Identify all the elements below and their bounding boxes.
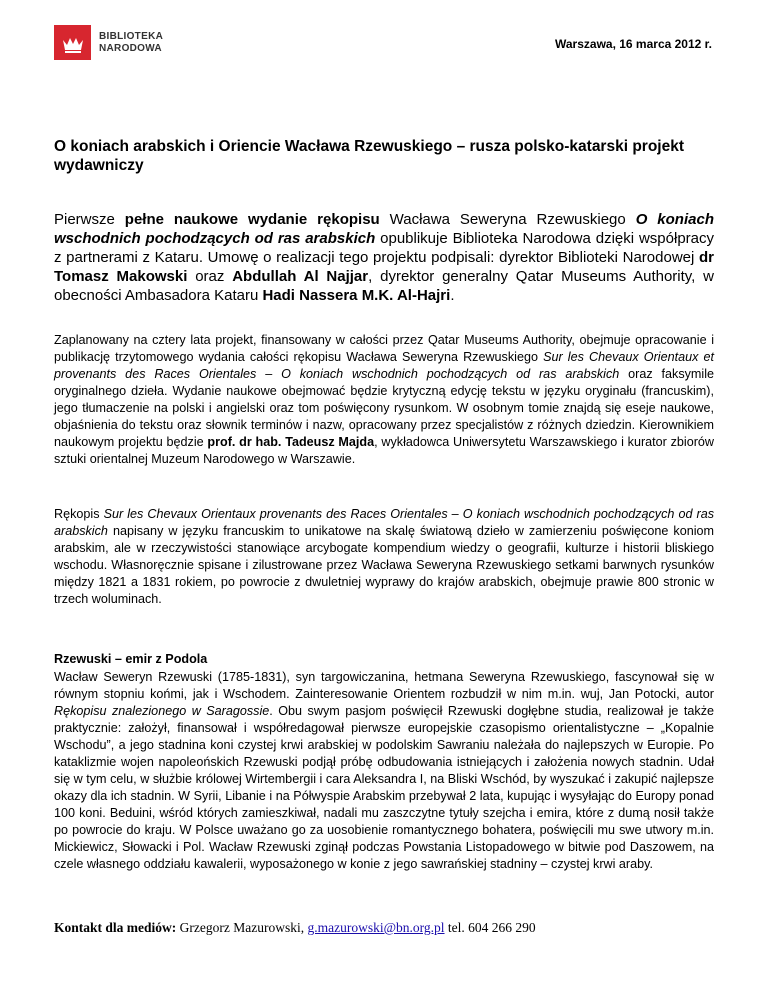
document-date: Warszawa, 16 marca 2012 r. (555, 37, 712, 51)
media-contact (54, 920, 536, 936)
page-title: O koniach arabskich i Oriencie Wacława Rzewuskiego – rusza polsko-katarski projekt wydawniczy (54, 138, 684, 174)
contact-email-link[interactable]: g.mazurowski@bn.org.pl (307, 920, 445, 935)
section-heading: Rzewuski – emir z Podola (54, 652, 208, 666)
logo-line-2: NARODOWA (99, 42, 162, 54)
logo-line-1: BIBLIOTEKA (99, 30, 164, 42)
crown-icon (54, 25, 91, 60)
contact-name: Grzegorz Mazurowski, (176, 920, 308, 935)
manuscript-paragraph: Rękopis Sur les Chevaux Orientaux provenants des Races Orientales – O koniach wschodnich pochodzących od ras arabskich napisany w języku francuskim to unikatowe na skalę światową dzieło w zamierzeniu poświęcone koniom arabskim, ale w rzeczywistości stanowiące arcybogate kompendium wiedzy o geografii, kulturze i historii bliskiego wschodu. Własnoręcznie spisane i zilustrowane przez Wacława Seweryna Rzewuskiego setkami barwnych rysunków między 1821 a 1831 rokiem, po powrocie z dwuletniej wyprawy do krajów arabskich, obejmuje prawie 800 stronic w trzech woluminach. (54, 507, 714, 606)
project-paragraph: Zaplanowany na cztery lata projekt, finansowany w całości przez Qatar Museums Authority, obejmuje opracowanie i publikację trzytomowego wydania całości rękopisu Wacława Seweryna Rzewuskiego Sur les Chevaux Orientaux et provenants des Races Orientales – O koniach wschodnich pochodzących od ras arabskich oraz faksymile oryginalnego dzieła. Wydanie naukowe obejmować będzie krytyczną edycję tekstu w języku oryginału (francuskim), jego tłumaczenie na polski i angielski oraz tom poświęcony rysunkom. W osobnym tomie znajdą się eseje naukowe, objaśnienia do tekstu oraz słownik terminów i nazw, opracowany przez specjalistów z różnych dziedzin. Kierownikiem naukowym projektu będzie prof. dr hab. Tadeusz Majda, wykładowca Uniwersytetu Warszawskiego i kurator zbiorów sztuki orientalnej Muzeum Narodowego w Warszawie. (54, 333, 715, 466)
lead-paragraph: Pierwsze pełne naukowe wydanie rękopisu Wacława Seweryna Rzewuskiego O koniach wschodnich pochodzących od ras arabskich opublikuje Biblioteka Narodowa dzięki współpracy z partnerami z Kataru. Umowę o realizacji tego projektu podpisali: dyrektor Biblioteki Narodowej dr Tomasz Makowski oraz Abdullah Al Najjar, dyrektor generalny Qatar Museums Authority, w obecności Ambasadora Kataru Hadi Nassera M.K. Al-Hajri. (54, 211, 714, 304)
library-logo (54, 25, 163, 60)
biography-paragraph: Wacław Seweryn Rzewuski (1785-1831), syn targowiczanina, hetmana Seweryna Rzewuskiego, fascynował się w równym stopniu końmi, jak i Wschodem. Zainteresowanie Orientem rozbudził w nim m.in. wuj, Jan Potocki, autor Rękopisu znalezionego w Saragossie. Obu swym pasjom poświęcił Rzewuski dogłębne studia, realizował je także praktycznie: założył, finansował i współredagował pierwsze europejskie czasopismo orientalistyczne – „Kopalnie Wschodu”, a jego stadnina koni czystej krwi arabskiej w podolskim Sawraniu należała do najlepszych w Europie. Po kataklizmie wojen napoleońskich Rzewuski podjął próbę odbudowania istniejących i założenia nowych stadnin. Udał się w tym celu, w służbie królowej Wirtembergii i cara Aleksandra I, na Bliski Wschód, by wyszukać i zakupić najlepsze okazy dla ich stadnin. W Syrii, Libanie i na Półwyspie Arabskim przebywał 2 lata, kupując i wysyłając do Europy ponad 100 koni. Beduini, wśród których zamieszkiwał, nadali mu zaszczytne tytuły szejcha i emira, które z dumą nosił także po powrocie do kraju. W Polsce uważano go za uosobienie romantycznego bohatera, poświęcili mu swe utwory m.in. Mickiewicz, Słowacki i Pol. Wacław Rzewuski zginął podczas Powstania Listopadowego w bitwie pod Daszowem, na czele własnego oddziału kawalerii, wyposażonego w konie z jego sawrańskiej stadniny – czystej krwi araby. (54, 670, 714, 871)
contact-phone: tel. 604 266 290 (444, 920, 536, 935)
contact-label: Kontakt dla mediów: (54, 920, 177, 935)
